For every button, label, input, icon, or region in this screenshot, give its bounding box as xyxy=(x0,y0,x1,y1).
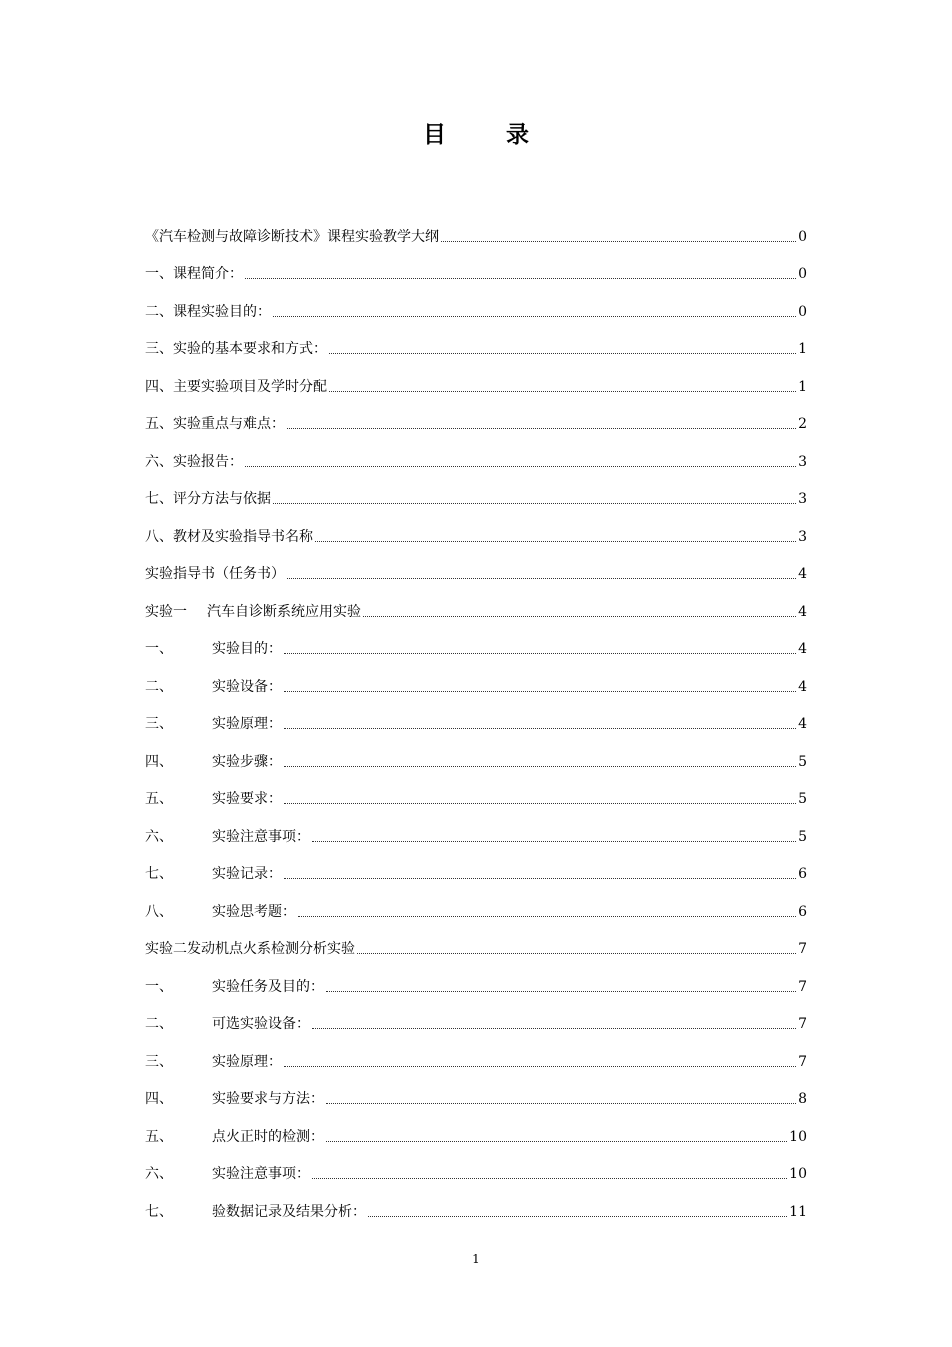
toc-entry-number: 七、 xyxy=(145,866,173,882)
toc-entry-page: 5 xyxy=(798,828,807,845)
toc-entry[interactable] xyxy=(145,1071,807,1109)
toc-entry-number: 三、 xyxy=(145,1053,173,1070)
toc-entry-text: 实验注意事项： xyxy=(212,1166,310,1182)
toc-entry-page: 2 xyxy=(798,416,807,432)
toc-dot-leader xyxy=(298,916,796,917)
toc-entry-text: 可选实验设备： xyxy=(212,1016,310,1032)
toc-entry-text: 课程简介： xyxy=(173,266,243,282)
toc-entry-page: 7 xyxy=(798,1053,807,1070)
toc-entry[interactable] xyxy=(145,433,807,471)
toc-entry-number: 二、 xyxy=(145,1016,173,1032)
toc-entry-text: 发动机点火系检测分析实验 xyxy=(187,941,355,957)
toc-entry-number: 七、 xyxy=(145,491,173,507)
toc-entry-number: 一、 xyxy=(145,266,173,282)
toc-entry-text: 主要实验项目及学时分配 xyxy=(173,378,327,395)
toc-dot-leader xyxy=(312,1178,787,1179)
toc-dot-leader xyxy=(273,503,796,504)
toc-entry-text: 实验要求与方法： xyxy=(212,1091,324,1107)
toc-dot-leader xyxy=(284,766,796,767)
toc-entry[interactable] xyxy=(145,921,807,959)
toc-entry-text: 课程实验目的： xyxy=(173,303,271,320)
toc-entry[interactable] xyxy=(145,546,807,584)
toc-entry-number: 二、 xyxy=(145,303,173,320)
table-of-contents xyxy=(145,208,807,1221)
toc-entry-text: 实验步骤： xyxy=(212,753,282,770)
toc-dot-leader xyxy=(287,578,796,579)
toc-entry-page: 10 xyxy=(789,1166,807,1182)
toc-dot-leader xyxy=(245,278,796,279)
toc-entry[interactable] xyxy=(145,283,807,321)
toc-entry[interactable] xyxy=(145,1033,807,1071)
toc-entry-text: 实验注意事项： xyxy=(212,828,310,845)
toc-dot-leader xyxy=(363,616,796,617)
toc-entry-number: 六、 xyxy=(145,828,173,845)
toc-entry[interactable] xyxy=(145,508,807,546)
toc-entry[interactable] xyxy=(145,733,807,771)
toc-entry-number: 六、 xyxy=(145,1166,173,1182)
toc-entry-number: 二、 xyxy=(145,678,173,695)
toc-entry[interactable] xyxy=(145,883,807,921)
toc-entry-number: 七、 xyxy=(145,1203,173,1220)
toc-entry-text: 实验原理： xyxy=(212,1053,282,1070)
toc-dot-leader xyxy=(273,316,796,317)
toc-entry-text: 实验原理： xyxy=(212,716,282,732)
toc-dot-leader xyxy=(284,1066,796,1067)
toc-entry-text: 汽车自诊断系统应用实验 xyxy=(207,603,361,620)
toc-dot-leader xyxy=(441,241,796,242)
page-number: 1 xyxy=(472,1252,480,1266)
toc-entry[interactable] xyxy=(145,958,807,996)
toc-dot-leader xyxy=(312,841,796,842)
toc-entry-page: 7 xyxy=(798,978,807,995)
title-char-1: 目 xyxy=(423,122,446,148)
toc-entry-page: 5 xyxy=(798,791,807,807)
toc-dot-leader xyxy=(326,1103,796,1104)
toc-dot-leader xyxy=(329,391,796,392)
toc-entry-number: 四、 xyxy=(145,378,173,395)
toc-entry-text: 实验设备： xyxy=(212,678,282,695)
toc-entry-page: 1 xyxy=(798,341,807,357)
toc-entry-number: 四、 xyxy=(145,753,173,770)
toc-dot-leader xyxy=(357,953,796,954)
toc-entry-number: 一、 xyxy=(145,978,173,995)
toc-entry-text: 实验报告： xyxy=(173,453,243,470)
toc-dot-leader xyxy=(284,878,796,879)
toc-entry-page: 0 xyxy=(798,303,807,320)
toc-entry-page: 7 xyxy=(798,941,807,957)
toc-entry-text: 实验重点与难点： xyxy=(173,416,285,432)
toc-entry-page: 4 xyxy=(798,603,807,620)
toc-entry[interactable] xyxy=(145,808,807,846)
toc-entry-number: 实验二 xyxy=(145,941,187,957)
toc-dot-leader xyxy=(368,1216,787,1217)
toc-dot-leader xyxy=(284,653,796,654)
toc-entry-page: 3 xyxy=(798,491,807,507)
toc-entry-number: 五、 xyxy=(145,416,173,432)
toc-dot-leader xyxy=(284,691,796,692)
toc-entry[interactable] xyxy=(145,321,807,359)
toc-entry-number: 三、 xyxy=(145,716,173,732)
toc-entry[interactable] xyxy=(145,471,807,509)
toc-entry-text: 实验目的： xyxy=(212,641,282,657)
toc-entry-text: 实验指导书（任务书） xyxy=(145,566,285,582)
toc-entry-text: 教材及实验指导书名称 xyxy=(173,528,313,545)
toc-entry[interactable] xyxy=(145,396,807,434)
toc-entry-page: 4 xyxy=(798,566,807,582)
toc-entry-number: 八、 xyxy=(145,903,173,920)
toc-dot-leader xyxy=(312,1028,796,1029)
toc-entry-page: 3 xyxy=(798,453,807,470)
toc-entry-number: 五、 xyxy=(145,1128,173,1145)
toc-entry-text: 点火正时的检测： xyxy=(212,1128,324,1145)
toc-entry[interactable] xyxy=(145,208,807,246)
toc-entry[interactable] xyxy=(145,771,807,809)
toc-entry-page: 8 xyxy=(798,1091,807,1107)
toc-entry-number: 实验一 xyxy=(145,603,187,620)
toc-entry[interactable] xyxy=(145,658,807,696)
toc-entry-page: 0 xyxy=(798,266,807,282)
toc-entry-page: 4 xyxy=(798,678,807,695)
toc-dot-leader xyxy=(326,1141,787,1142)
toc-entry-number: 三、 xyxy=(145,341,173,357)
toc-entry-text: 实验要求： xyxy=(212,791,282,807)
toc-entry-page: 10 xyxy=(789,1128,807,1145)
page-title xyxy=(0,116,952,149)
toc-entry[interactable] xyxy=(145,996,807,1034)
toc-entry-text: 验数据记录及结果分析： xyxy=(212,1203,366,1220)
toc-entry-page: 1 xyxy=(798,378,807,395)
toc-entry-page: 6 xyxy=(798,903,807,920)
toc-dot-leader xyxy=(284,803,796,804)
toc-entry-page: 11 xyxy=(789,1203,807,1220)
toc-entry-number: 四、 xyxy=(145,1091,173,1107)
toc-entry-number: 一、 xyxy=(145,641,173,657)
toc-dot-leader xyxy=(329,353,796,354)
toc-entry-text: 实验的基本要求和方式： xyxy=(173,341,327,357)
toc-entry-number: 五、 xyxy=(145,791,173,807)
toc-entry[interactable] xyxy=(145,1146,807,1184)
toc-entry[interactable] xyxy=(145,583,807,621)
toc-entry-page: 6 xyxy=(798,866,807,882)
toc-entry-page: 5 xyxy=(798,753,807,770)
toc-entry[interactable] xyxy=(145,358,807,396)
toc-entry-page: 7 xyxy=(798,1016,807,1032)
toc-entry-number: 八、 xyxy=(145,528,173,545)
toc-entry-page: 4 xyxy=(798,641,807,657)
toc-entry-page: 4 xyxy=(798,716,807,732)
toc-entry-text: 评分方法与依据 xyxy=(173,491,271,507)
toc-dot-leader xyxy=(245,466,796,467)
toc-entry[interactable] xyxy=(145,246,807,284)
toc-dot-leader xyxy=(287,428,796,429)
toc-entry-number: 六、 xyxy=(145,453,173,470)
toc-entry-page: 3 xyxy=(798,528,807,545)
toc-entry[interactable] xyxy=(145,621,807,659)
toc-dot-leader xyxy=(326,991,796,992)
toc-entry-text: 实验思考题： xyxy=(212,903,296,920)
toc-entry-page: 0 xyxy=(798,228,807,245)
toc-dot-leader xyxy=(315,541,796,542)
toc-dot-leader xyxy=(284,728,796,729)
toc-entry-text: 《汽车检测与故障诊断技术》课程实验教学大纲 xyxy=(145,228,439,245)
title-char-2: 录 xyxy=(506,122,529,148)
toc-entry[interactable] xyxy=(145,846,807,884)
toc-entry[interactable] xyxy=(145,1108,807,1146)
toc-entry[interactable] xyxy=(145,696,807,734)
toc-entry[interactable] xyxy=(145,1183,807,1221)
toc-entry-text: 实验任务及目的： xyxy=(212,978,324,995)
toc-entry-text: 实验记录： xyxy=(212,866,282,882)
